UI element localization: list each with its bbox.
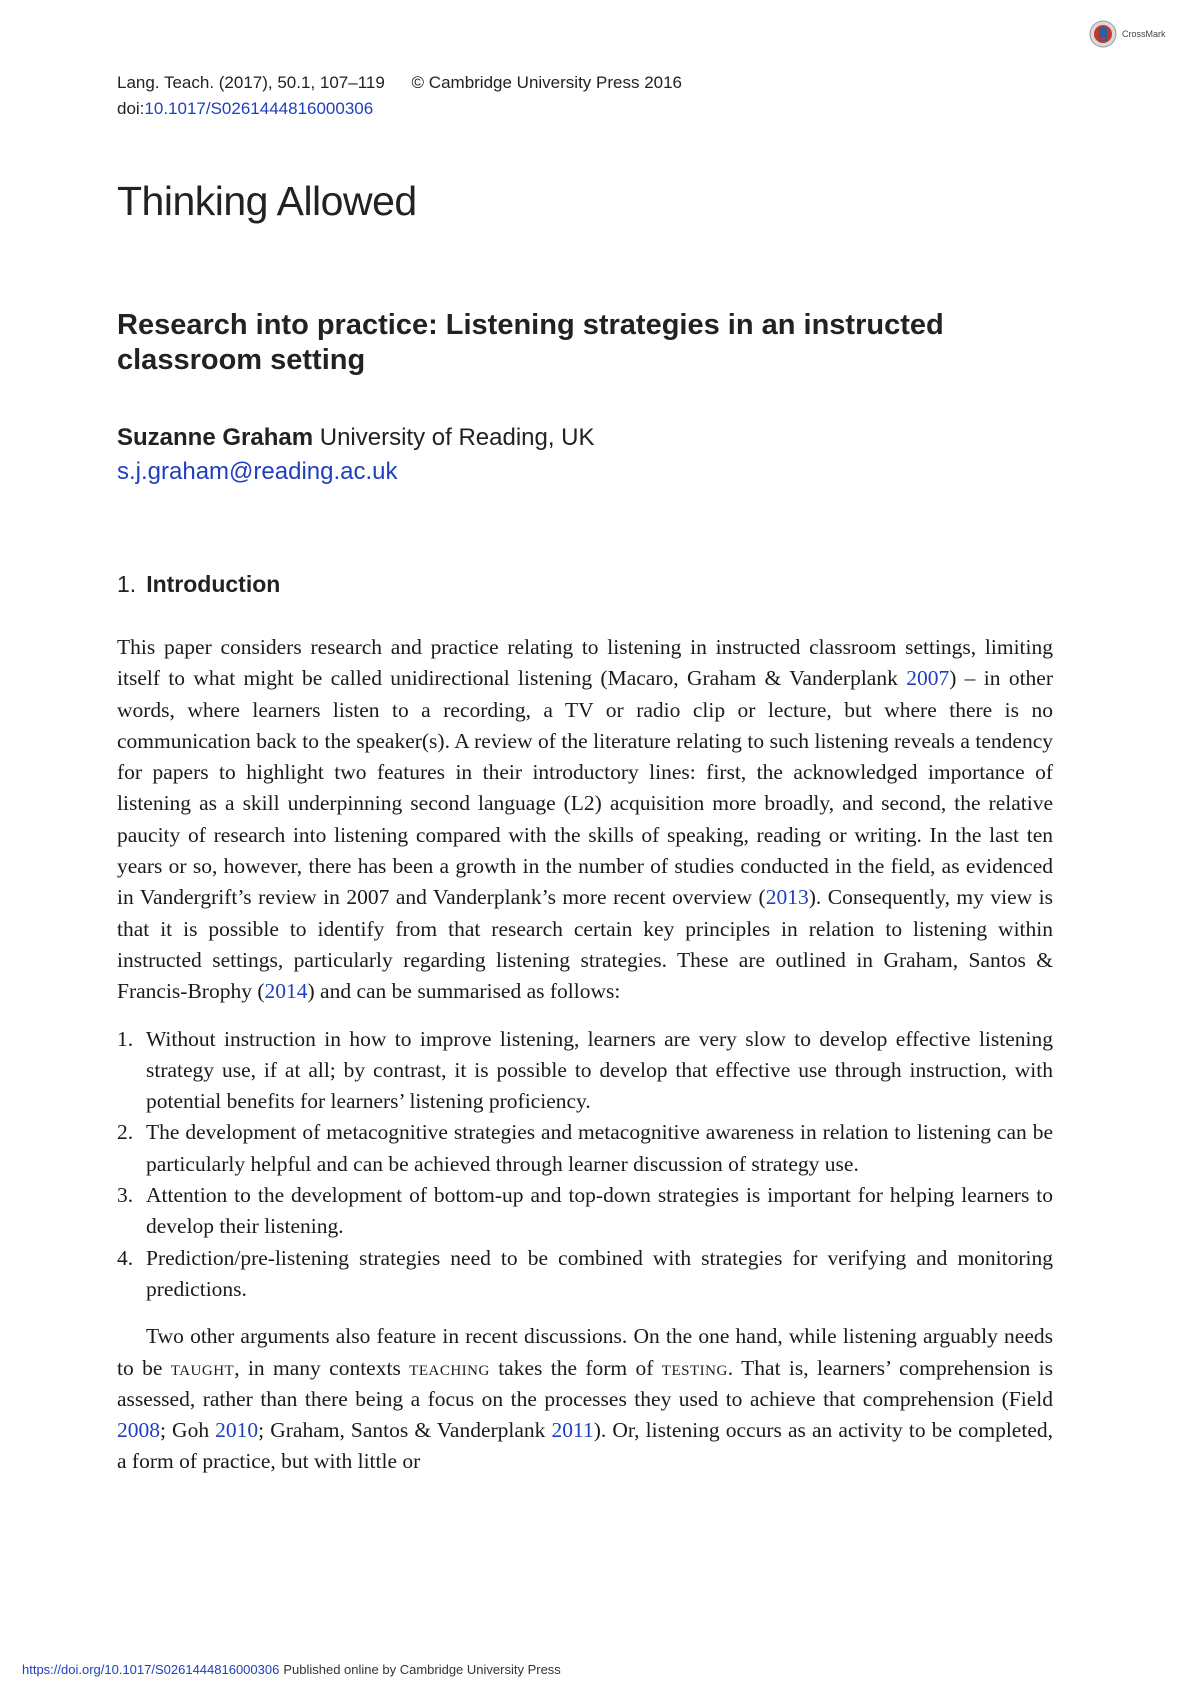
list-item (117, 1243, 1053, 1306)
text-run: . That is, learners’ comprehension is assessed, rather than there being a focus on the processes they used to achieve that comprehension (Field (117, 1355, 1053, 1411)
text-run: takes the form of (489, 1355, 662, 1380)
author-email-link[interactable]: s.j.graham@reading.ac.uk (117, 458, 398, 485)
list-item-text: Attention to the development of bottom-up and top-down strategies is important for helping learners to develop their listening. (146, 1183, 1053, 1239)
list-item-text: Prediction/pre-listening strategies need to be combined with strategies for verifying and monitoring predictions. (146, 1245, 1053, 1301)
section-heading-introduction (117, 571, 280, 598)
copyright-notice: © Cambridge University Press 2016 (411, 73, 683, 92)
doi-link[interactable]: 10.1017/S0261444816000306 (144, 99, 374, 118)
author-name: Suzanne Graham (117, 424, 314, 451)
text-run: ) and can be summarised as follows: (307, 979, 621, 1004)
list-item (117, 1117, 1053, 1180)
footer-published-note: Published online by Cambridge University Press (283, 1662, 561, 1677)
text-run: ) – in other words, where learners listen to a recording, a TV or radio clip or lecture, but where there is no communication back to the speaker(s). A review of the literature relating to such listening reveals a tendency for papers to highlight two features in their introductory lines: first, the acknowledged importance of listening as a skill underpinning second language (L2) acquisition more broadly, and second, the relative paucity of research into listening compared with the skills of speaking, reading or writing. In the last ten years or so, however, there has been a growth in the number of studies conducted in the field, as evidenced in Vandergrift’s review in 2007 and Vanderplank’s more recent overview ( (117, 666, 1053, 910)
small-caps-term: teaching (409, 1355, 490, 1380)
citation-link[interactable]: 2014 (264, 979, 308, 1004)
small-caps-term: testing (661, 1355, 728, 1380)
section-heading-text: Introduction (146, 571, 281, 597)
list-number: 4. (117, 1245, 134, 1270)
section-number: 1. (117, 571, 137, 597)
footer-doi-link[interactable]: https://doi.org/10.1017/S0261444816000306 (22, 1662, 280, 1677)
article-title: Research into practice: Listening strategies in an instructed classroom setting (117, 309, 944, 376)
list-number: 3. (117, 1183, 134, 1208)
journal-header (117, 70, 682, 122)
author-block (117, 421, 595, 489)
journal-citation: Lang. Teach. (2017), 50.1, 107–119 (117, 73, 385, 92)
small-caps-term: taught (170, 1355, 235, 1380)
text-run: Two other arguments also feature in recent discussions. On the one hand, while listening arguably needs to be (117, 1324, 1053, 1380)
list-number: 2. (117, 1120, 134, 1145)
citation-link[interactable]: 2013 (765, 885, 809, 910)
text-run: ). Consequently, my view is that it is possible to identify from that research certain key principles in relation to listening within instructed settings, particularly regarding listening strategies. These are outlined in Graham, Santos & Francis-Brophy ( (117, 885, 1054, 1004)
crossmark-label: CrossMark (1122, 29, 1166, 39)
text-run: This paper considers research and practice relating to listening in instructed classroom settings, limiting itself to what might be called unidirectional listening (Macaro, Graham & Vanderplank (117, 635, 1053, 691)
intro-paragraph-1 (117, 632, 1053, 1008)
list-number: 1. (117, 1026, 134, 1051)
citation-link[interactable]: 2008 (117, 1418, 160, 1443)
author-affiliation: University of Reading, UK (319, 424, 595, 451)
article-body (117, 632, 1053, 1478)
text-run: ; Graham, Santos & Vanderplank (258, 1418, 552, 1443)
crossmark-icon (1088, 19, 1118, 49)
doi-prefix: doi: (117, 99, 145, 118)
text-run: ; Goh (160, 1418, 216, 1443)
page-footer (22, 1662, 561, 1677)
citation-link[interactable]: 2011 (551, 1418, 594, 1443)
section-title: Thinking Allowed (117, 178, 417, 224)
citation-link[interactable]: 2010 (215, 1418, 259, 1443)
crossmark-badge[interactable] (1088, 16, 1198, 52)
list-item (117, 1024, 1053, 1118)
citation-link[interactable]: 2007 (906, 666, 950, 691)
principles-list (117, 1024, 1053, 1306)
list-item-text: The development of metacognitive strategies and metacognitive awareness in relation to listening can be particularly helpful and can be achieved through learner discussion of strategy use. (146, 1120, 1053, 1176)
text-run: ). Or, listening occurs as an activity to be completed, a form of practice, but with little or (117, 1418, 1053, 1474)
text-run: , in many contexts (234, 1355, 410, 1380)
list-item (117, 1180, 1053, 1243)
intro-paragraph-2 (117, 1321, 1053, 1477)
list-item-text: Without instruction in how to improve listening, learners are very slow to develop effective listening strategy use, if at all; by contrast, it is possible to develop that effective use through instruction, with potential benefits for learners’ listening proficiency. (146, 1026, 1053, 1114)
